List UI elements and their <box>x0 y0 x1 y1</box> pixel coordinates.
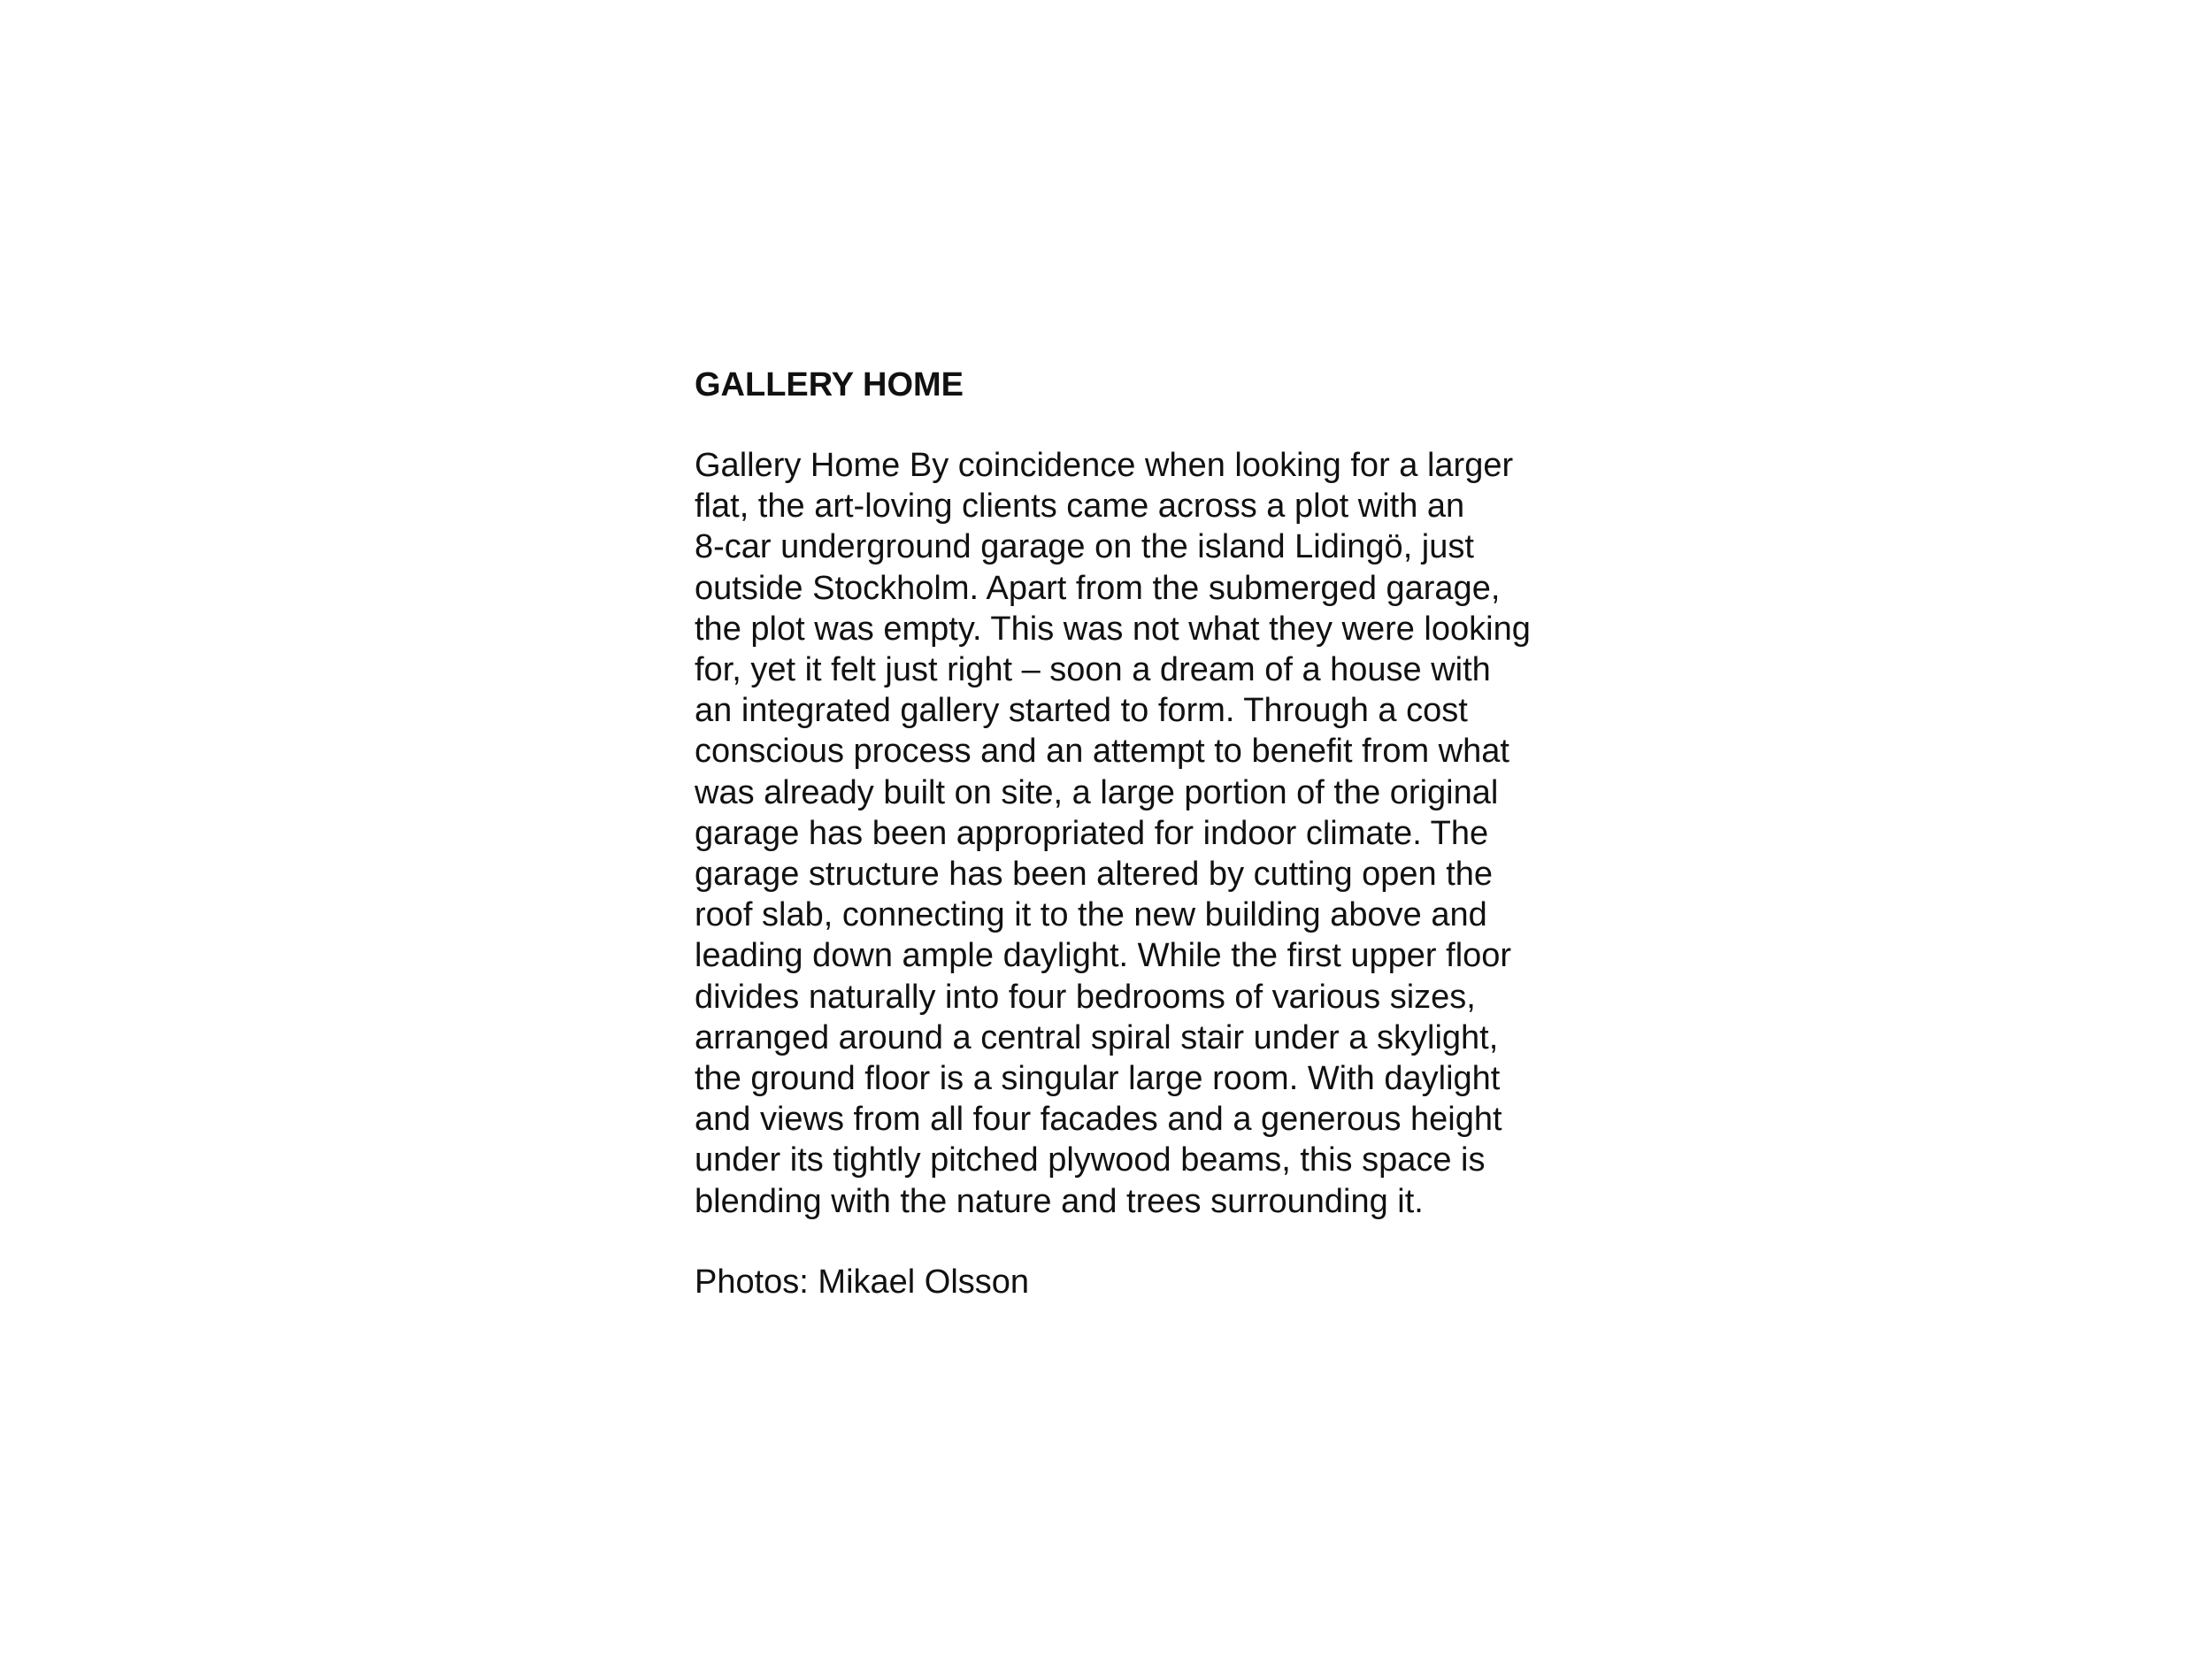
description-line: blending with the nature and trees surrounding it. <box>695 1182 1424 1220</box>
description-line: roof slab, connecting it to the new building above and <box>695 896 1487 934</box>
description-line: flat, the art-loving clients came across a plot with an <box>695 488 1465 526</box>
description-line: conscious process and an attempt to benefit from what <box>695 733 1509 771</box>
description-line: outside Stockholm. Apart from the submerged garage, <box>695 569 1501 607</box>
description-line: under its tightly pitched plywood beams, this space is <box>695 1141 1486 1179</box>
description-line: and views from all four facades and a generous height <box>695 1101 1502 1139</box>
description-line: Gallery Home By coincidence when looking for a larger <box>695 447 1514 484</box>
description-line: garage structure has been altered by cutting open the <box>695 856 1494 894</box>
description-line: for, yet it felt just right – soon a dream of a house with <box>695 651 1491 689</box>
description-line: was already built on site, a large portion of the original <box>695 773 1499 811</box>
text-column <box>695 365 1579 1302</box>
description-line: the ground floor is a singular large room. With daylight <box>695 1060 1501 1098</box>
description-line: garage has been appropriated for indoor climate. The <box>695 814 1489 852</box>
description-line: arranged around a central spiral stair under a skylight, <box>695 1018 1499 1056</box>
description-line: leading down ample daylight. While the first upper floor <box>695 937 1512 975</box>
photo-credits: Photos: Mikael Olsson <box>695 1263 1030 1301</box>
description-line: divides naturally into four bedrooms of various sizes, <box>695 978 1476 1016</box>
description-line: an integrated gallery started to form. Through a cost <box>695 692 1468 730</box>
description-line: 8-car underground garage on the island Lidingö, just <box>695 528 1474 566</box>
project-description <box>695 445 1579 1222</box>
page-title: GALLERY HOME <box>695 366 964 403</box>
description-line: the plot was empty. This was not what they were looking <box>695 610 1531 648</box>
